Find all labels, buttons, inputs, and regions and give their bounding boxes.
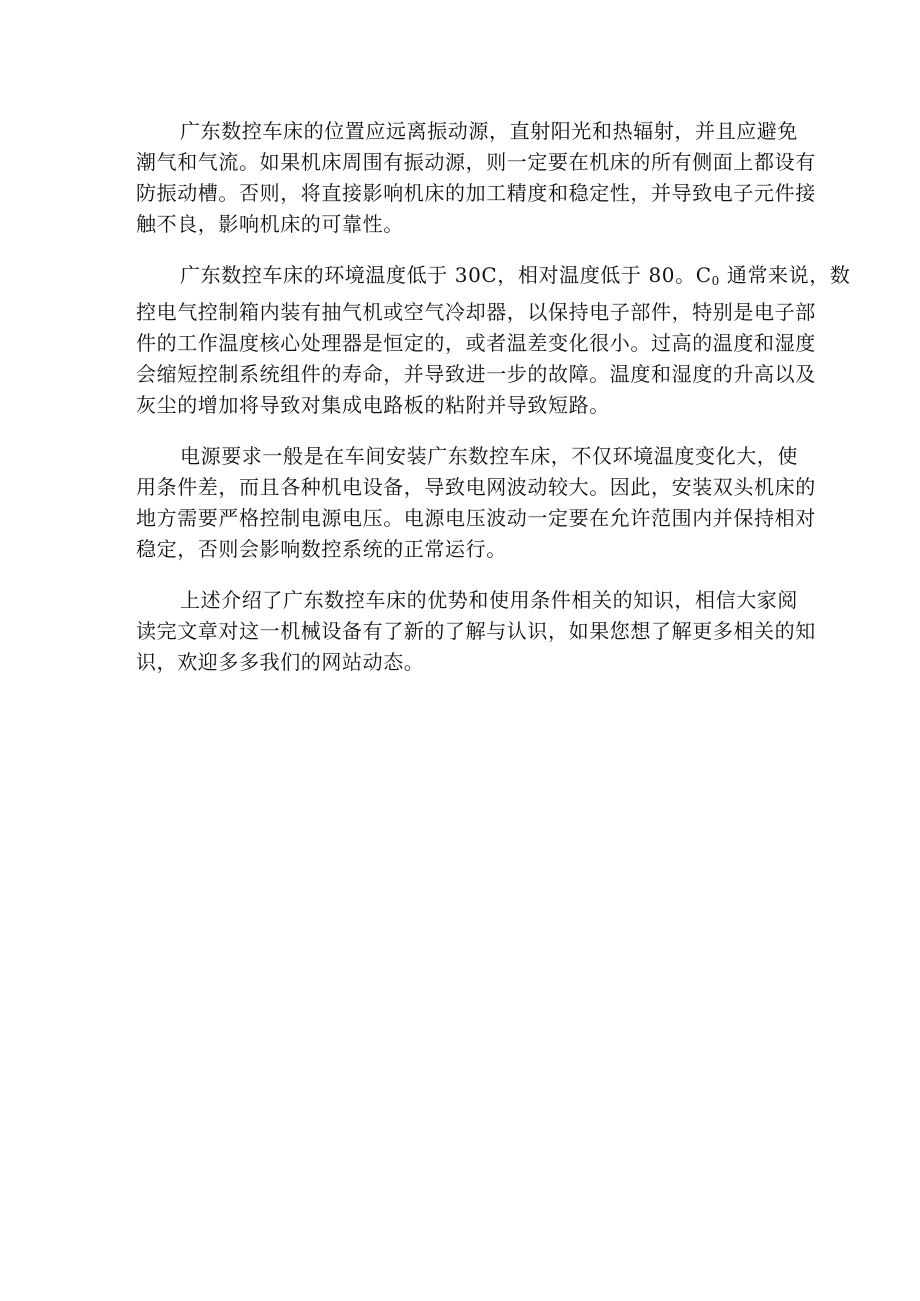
subscript: 0: [711, 274, 720, 288]
text-line: 稳定，否则会影响数控系统的正常运行。: [136, 537, 507, 561]
text-line: 识，欢迎多多我们的网站动态。: [136, 650, 425, 674]
text-line: 地方需要严格控制电源电压。电源电压波动一定要在允许范围内并保持相对: [136, 506, 816, 530]
text-line: 件的工作温度核心处理器是恒定的，或者温差变化很小。过高的温度和湿度: [136, 331, 816, 355]
text-line: [136, 260, 851, 297]
text-line: 潮气和气流。如果机床周围有振动源，则一定要在机床的所有侧面上都设有: [136, 150, 816, 174]
text-segment: 通常来说，数: [726, 263, 851, 287]
text-segment: 广东数控车床的环境温度低于 30C，相对温度低于 80。C: [180, 263, 712, 287]
text-line: 读完文章对这一机械设备有了新的了解与认识，如果您想了解更多相关的知: [136, 619, 816, 643]
paragraph-summary: [136, 585, 816, 678]
paragraph-location: [136, 116, 816, 240]
text-line: 上述介绍了广东数控车床的优势和使用条件相关的知识，相信大家阅: [180, 588, 798, 612]
text-line: 防振动槽。否则，将直接影响机床的加工精度和稳定性，并导致电子元件接: [136, 181, 816, 205]
text-line: 广东数控车床的位置应远离振动源，直射阳光和热辐射，并且应避免: [180, 119, 798, 143]
text-line: 触不良，影响机床的可靠性。: [136, 212, 404, 236]
text-line: 用条件差，而且各种机电设备，导致电网波动较大。因此，安装双头机床的: [136, 475, 816, 499]
text-line: 会缩短控制系统组件的寿命，并导致进一步的故障。温度和湿度的升高以及: [136, 362, 816, 386]
text-line: 灰尘的增加将导致对集成电路板的粘附并导致短路。: [136, 393, 610, 417]
text-line: 控电气控制箱内装有抽气机或空气冷却器，以保持电子部件，特别是电子部: [136, 300, 816, 324]
paragraph-power: [136, 441, 816, 565]
paragraph-environment: [136, 260, 851, 421]
document-body: [136, 116, 851, 698]
text-line: 电源要求一般是在车间安装广东数控车床，不仅环境温度变化大，使: [180, 444, 798, 468]
